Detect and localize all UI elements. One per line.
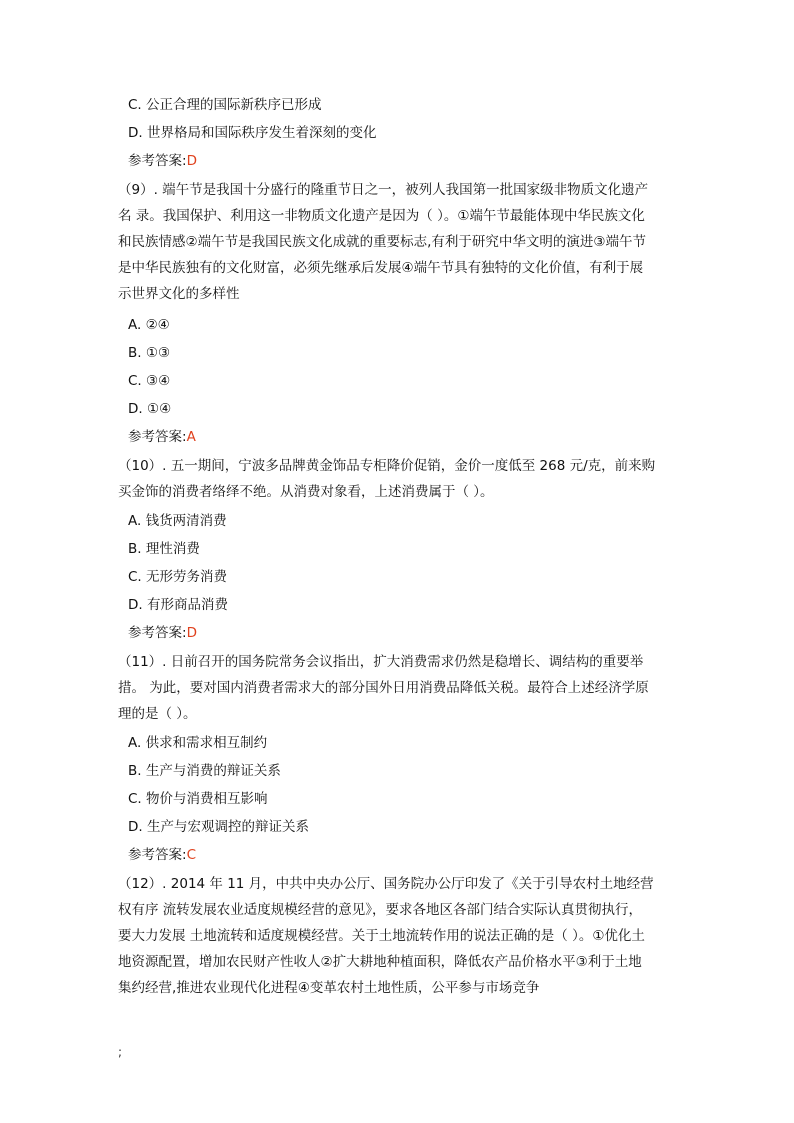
- q11-answer: [128, 846, 688, 864]
- answer-value: D: [186, 625, 197, 641]
- footer-mark: ;: [118, 1045, 123, 1059]
- q11-option-a: A. 供求和需求相互制约: [128, 735, 268, 751]
- q12-text-line-1: （12）. 2014 年 11 月，中共中央办公厅、国务院办公厅印发了《关于引导农村土地经营: [118, 876, 654, 892]
- q9-option-d: D. ①④: [128, 401, 172, 417]
- q9-text-line-2: 名 录。我国保护、利用这一非物质文化遗产是因为（ ）。①端午节最能体现中华民族文化: [118, 208, 645, 224]
- q10-option-b: B. 理性消费: [128, 541, 200, 557]
- q9-text-line-4: 是中华民族独有的文化财富，必须先继承后发展④端午节具有独特的文化价值，有利于展: [118, 260, 644, 276]
- q9-text-line-1: （9）. 端午节是我国十分盛行的隆重节日之一，被列人我国第一批国家级非物质文化遗产: [118, 182, 649, 198]
- answer-value: D: [186, 153, 197, 169]
- q8-option-d: D. 世界格局和国际秩序发生着深刻的变化: [128, 125, 377, 141]
- q11-text-line-2: 措。 为此，要对国内消费者需求大的部分国外日用消费品降低关税。最符合上述经济学原: [118, 680, 649, 696]
- q12-text-line-3: 要大力发展 土地流转和适度规模经营。关于土地流转作用的说法正确的是（ ）。①优化土: [118, 928, 645, 944]
- q11-option-c: C. 物价与消费相互影响: [128, 791, 268, 807]
- q10-option-d: D. 有形商品消费: [128, 597, 228, 613]
- q9-answer: [128, 428, 688, 446]
- q8-option-c: C. 公正合理的国际新秩序已形成: [128, 97, 322, 113]
- q10-option-a: A. 钱货两清消费: [128, 513, 227, 529]
- q10-option-c: C. 无形劳务消费: [128, 569, 228, 585]
- q9-text-line-3: 和民族情感②端午节是我国民族文化成就的重要标志,有利于研究中华文明的演进③端午节: [118, 234, 646, 250]
- answer-value: C: [186, 847, 196, 863]
- q10-answer: [128, 624, 688, 642]
- q11-option-b: B. 生产与消费的辩证关系: [128, 763, 281, 779]
- q9-option-b: B. ①③: [128, 345, 171, 361]
- q11-text-line-1: （11）. 日前召开的国务院常务会议指出，扩大消费需求仍然是稳增长、调结构的重要举: [118, 654, 644, 670]
- answer-label: 参考答案:: [128, 847, 187, 863]
- answer-value: A: [186, 429, 196, 445]
- q9-option-c: C. ③④: [128, 373, 171, 389]
- answer-label: 参考答案:: [128, 625, 187, 641]
- q8-answer: [128, 152, 688, 170]
- q11-option-d: D. 生产与宏观调控的辩证关系: [128, 819, 309, 835]
- q12-text-line-2: 权有序 流转发展农业适度规模经营的意见》，要求各地区各部门结合实际认真贯彻执行，: [118, 902, 643, 918]
- q10-text-line-2: 买金饰的消费者络绎不绝。从消费对象看，上述消费属于（ ）。: [118, 484, 494, 500]
- answer-label: 参考答案:: [128, 153, 187, 169]
- q11-text-line-3: 理的是（ ）。: [118, 706, 197, 722]
- q10-text-line-1: （10）. 五一期间，宁波多品牌黄金饰品专柜降价促销，金价一度低至 268 元/克，前来购: [118, 458, 656, 474]
- q12-text-line-5: 集约经营,推进农业现代化进程④变革农村土地性质，公平参与市场竞争: [118, 980, 540, 996]
- q9-option-a: A. ②④: [128, 317, 170, 333]
- answer-label: 参考答案:: [128, 429, 187, 445]
- q9-text-line-5: 示世界文化的多样性: [118, 286, 240, 302]
- q12-text-line-4: 地资源配置，增加农民财产性收人②扩大耕地种植面积，降低农产品价格水平③利于土地: [118, 954, 642, 970]
